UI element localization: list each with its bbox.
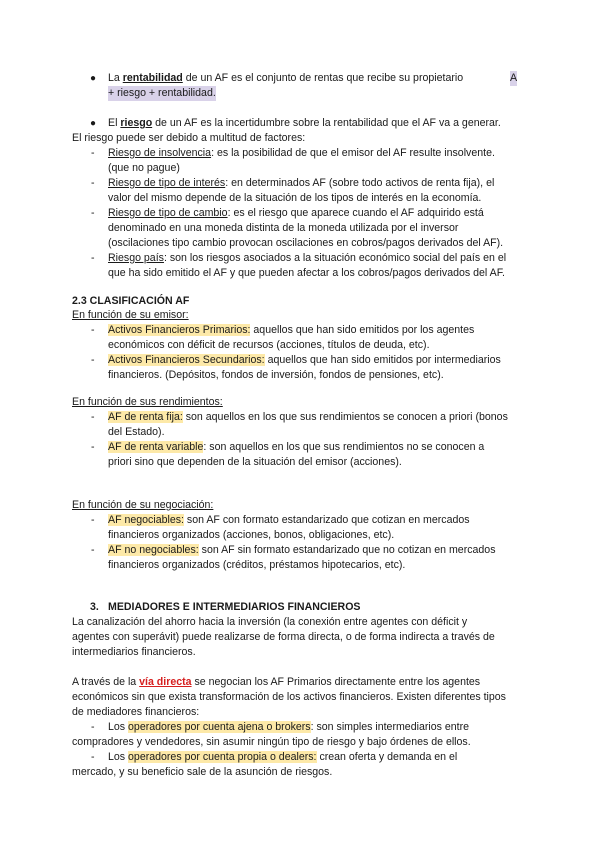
dash-icon: -	[91, 177, 95, 189]
dash-icon: -	[91, 544, 95, 556]
riesgo-term: riesgo	[120, 117, 153, 129]
riesgo-line: El riesgo de un AF es la incertidumbre sobre la rentabilidad que el AF va a generar.	[108, 117, 501, 129]
paragraph-line: La canalización del ahorro hacia la inversión (la conexión entre agentes con déficit y	[72, 616, 468, 628]
risk-item-cont: (oscilaciones tipo cambio provocan oscilaciones en cobros/pagos derivados del AF).	[108, 237, 504, 249]
risk-item: Riesgo de insolvencia: es la posibilidad de que el emisor del AF resulte insolvente.	[108, 147, 495, 159]
class-item: Activos Financieros Primarios: aquellos que han sido emitidos por los agentes	[108, 324, 475, 336]
risk-item-cont: que ha sido emitido el AF y que pueden afectar a los cobros/pagos derivados del AF.	[108, 267, 505, 279]
dash-icon: -	[91, 324, 95, 336]
mediator-item: Los operadores por cuenta ajena o brokers: son simples intermediarios entre	[108, 721, 469, 733]
class-item-cont: financieros organizados (acciones, bonos, obligaciones, etc).	[108, 529, 395, 541]
class-item-cont: del Estado).	[108, 426, 165, 438]
class-item-cont: económicos con déficit de recursos (acciones, títulos de deuda, etc).	[108, 339, 430, 351]
section-heading: MEDIADORES E INTERMEDIARIOS FINANCIEROS	[108, 601, 361, 613]
dash-icon: -	[91, 514, 95, 526]
class-item: AF no negociables: son AF sin formato estandarizado que no cotizan en mercados	[108, 544, 496, 556]
via-directa-line: A través de la vía directa se negocian los AF Primarios directamente entre los agentes	[72, 676, 481, 688]
dash-icon: -	[91, 721, 95, 733]
mediator-item-cont: mercado, y su beneficio sale de la asunción de riesgos.	[72, 766, 333, 778]
class-item-cont: financieros. (Depósitos, fondos de inversión, fondos de pensiones, etc).	[108, 369, 444, 381]
paragraph-line: económicos sin que exista transformación de los activos financieros. Existen diferentes tipos	[72, 691, 506, 703]
class-item: AF negociables: son AF con formato estandarizado que cotizan en mercados	[108, 514, 470, 526]
dash-icon: -	[91, 207, 95, 219]
risk-item-cont: valor del mismo depende de la situación de los tipos de interés en la economía.	[108, 192, 482, 204]
class-item: Activos Financieros Secundarios: aquellos que han sido emitidos por intermediarios	[108, 354, 501, 366]
mediator-item-cont: compradores y vendedores, sin asumir ningún tipo de riesgo y bajo órdenes de ellos.	[72, 736, 471, 748]
dash-icon: -	[91, 354, 95, 366]
dash-icon: -	[91, 252, 95, 264]
mediator-item: Los operadores por cuenta propia o dealers: crean oferta y demanda en el	[108, 751, 458, 763]
bullet-icon: ●	[90, 73, 97, 84]
paragraph-line: de mediadores financieros:	[72, 706, 200, 718]
dash-icon: -	[91, 411, 95, 423]
paragraph-line: intermediarios financieros.	[72, 646, 196, 658]
bullet-icon: ●	[90, 118, 97, 129]
risk-item-cont: (que no pague)	[108, 162, 180, 174]
riesgo-intro: El riesgo puede ser debido a multitud de factores:	[72, 132, 306, 144]
dash-icon: -	[91, 441, 95, 453]
group-title: En función de su emisor:	[72, 309, 189, 321]
dash-icon: -	[91, 147, 95, 159]
class-item-cont: priori sino que dependen de la situación del emisor (acciones).	[108, 456, 402, 468]
section-heading: 2.3 CLASIFICACIÓN AF	[72, 295, 190, 307]
group-title: En función de su negociación:	[72, 499, 214, 511]
risk-item-cont: denominado en una moneda distinta de la moneda utilizada por el inversor	[108, 222, 459, 234]
rentabilidad-term: rentabilidad	[122, 72, 183, 84]
dash-icon: -	[91, 751, 95, 763]
risk-item: Riesgo de tipo de cambio: es el riesgo que aparece cuando el AF adquirido está	[108, 207, 484, 219]
section-number: 3.	[90, 601, 99, 613]
class-item: AF de renta variable: son aquellos en los que sus rendimientos no se conocen a	[108, 441, 485, 453]
risk-item: Riesgo de tipo de interés: en determinados AF (sobre todo activos de renta fija), el	[108, 177, 495, 189]
rentabilidad-line: La rentabilidad de un AF es el conjunto de rentas que recibe su propietario	[108, 72, 464, 84]
via-directa-term: vía directa	[139, 676, 192, 688]
class-item-cont: financieros organizados (créditos, préstamos hipotecarios, etc).	[108, 559, 406, 571]
group-title: En función de sus rendimientos:	[72, 396, 223, 408]
comment-note-line: + riesgo + rentabilidad.	[108, 86, 216, 101]
class-item: AF de renta fija: son aquellos en los que sus rendimientos se conocen a priori (bonos	[108, 411, 508, 423]
risk-item: Riesgo país: son los riesgos asociados a la situación económico social del país en el	[108, 252, 507, 264]
comment-note-a: A	[510, 71, 517, 86]
paragraph-line: agentes con superávit) puede realizarse de forma directa, o de forma indirecta a través de	[72, 631, 495, 643]
